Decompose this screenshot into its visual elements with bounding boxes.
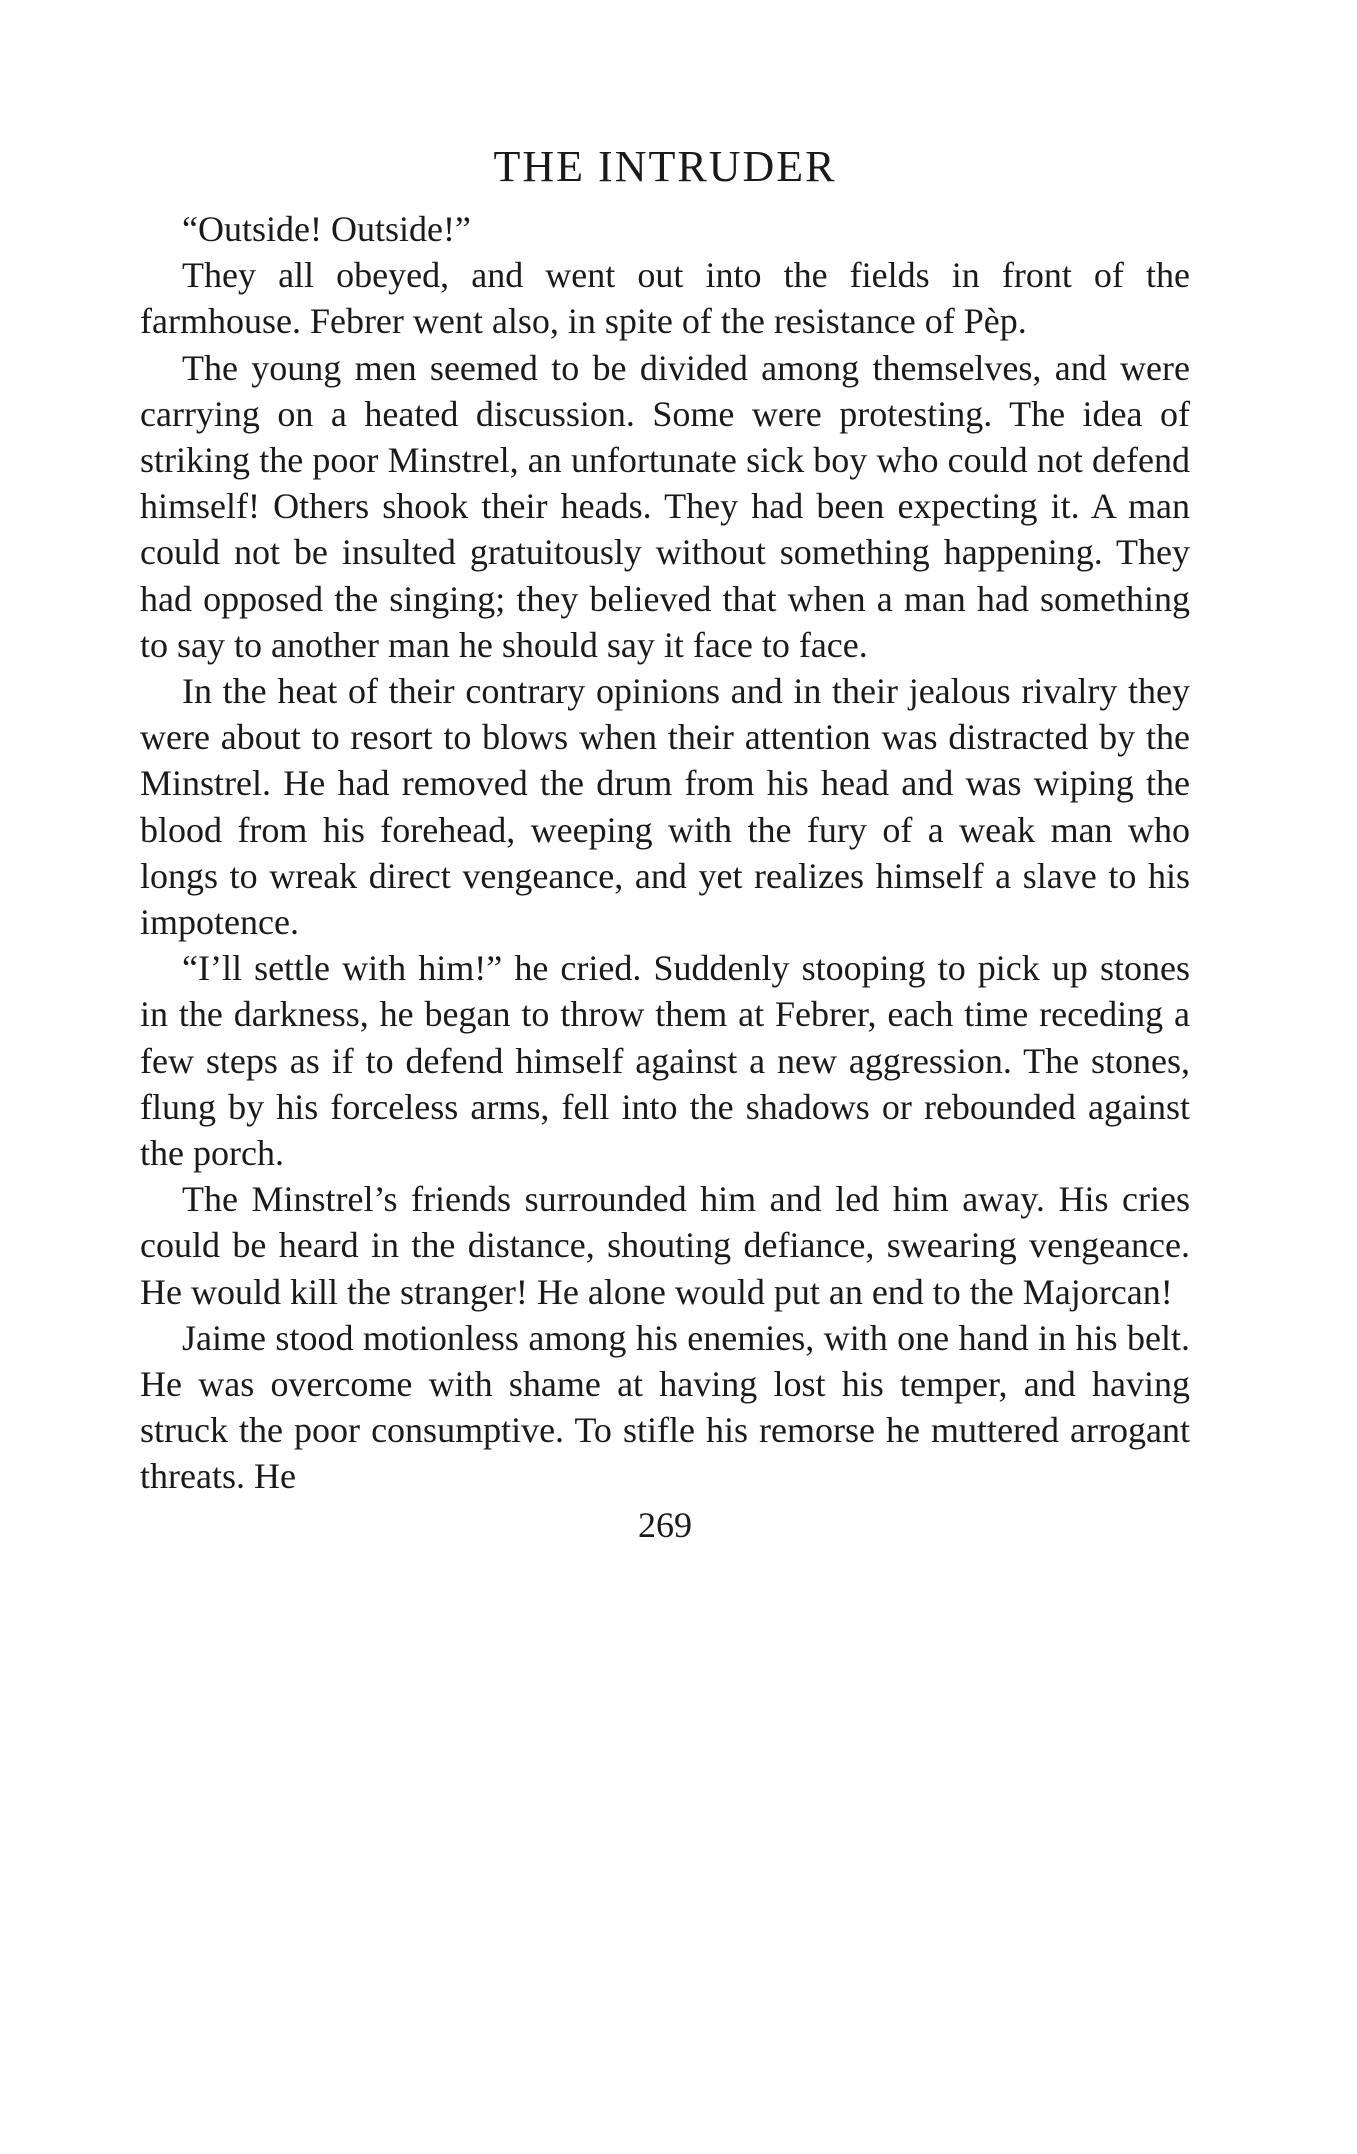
book-page — [140, 140, 1190, 1548]
paragraph: In the heat of their contrary opinions and in their jealous rivalry they were about to resort to blows when their attention was distracted by the Minstrel. He had removed the drum from his head and was wiping the blood from his forehead, weeping with the fury of a weak man who longs to wreak direct vengeance, and yet realizes himself a slave to his impotence. — [140, 671, 1190, 943]
paragraph: Jaime stood motionless among his enemies, with one hand in his belt. He was overcome with shame at having lost his temper, and having struck the poor consumptive. To stifle his remorse he muttered arrogant threats. He — [140, 1317, 1190, 1497]
page-number: 269 — [638, 1504, 692, 1545]
paragraph: “I’ll settle with him!” he cried. Suddenly stooping to pick up stones in the darkness, he began to throw them at Febrer, each time receding a few steps as if to defend himself against a new aggression. The stones, flung by his forceless arms, fell into the shadows or rebounded against the porch. — [140, 948, 1190, 1174]
paragraph: They all obeyed, and went out into the fields in front of the farmhouse. Febrer went also, in spite of the resistance of Pèp. — [140, 255, 1190, 342]
paragraph: The Minstrel’s friends surrounded him and led him away. His cries could be heard in the distance, shouting defiance, swearing vengeance. He would kill the stranger! He alone would put an end to the Majorcan! — [140, 1179, 1190, 1312]
paragraph: The young men seemed to be divided among themselves, and were carrying on a heated discussion. Some were protesting. The idea of striking the poor Minstrel, an unfortunate sick boy who could not defend himself! Others shook their heads. They had been expecting it. A man could not be insulted gratuitously without something happening. They had opposed the singing; they believed that when a man had something to say to another man he should say it face to face. — [140, 347, 1190, 665]
body-text — [140, 206, 1190, 1500]
running-head: THE INTRUDER — [493, 142, 837, 191]
paragraph: “Outside! Outside!” — [182, 209, 471, 249]
